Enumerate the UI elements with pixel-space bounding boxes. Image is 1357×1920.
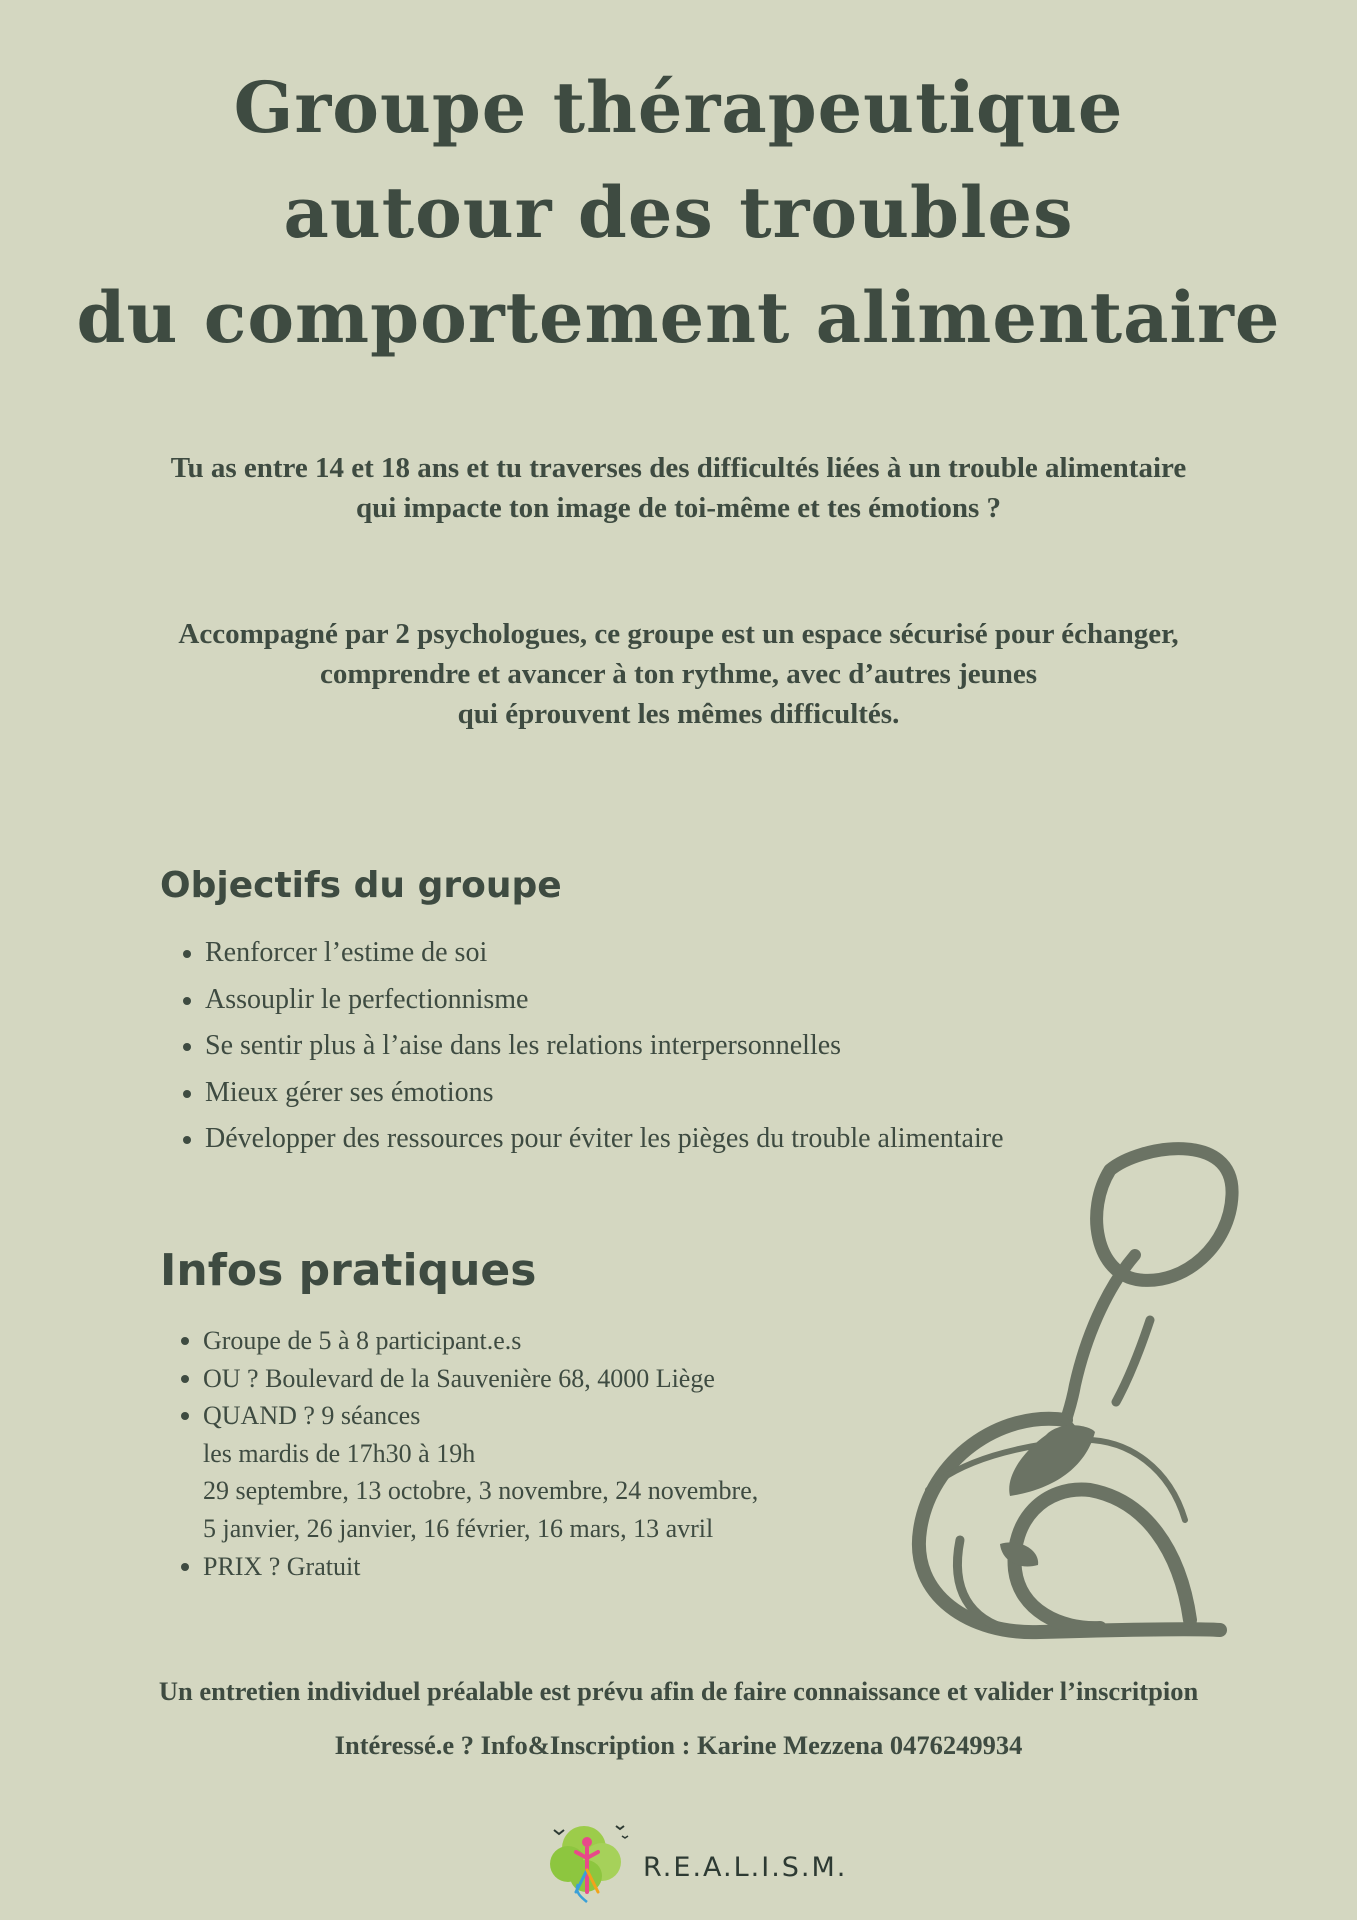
title-line-2: autour des troubles <box>283 171 1074 254</box>
infos-list <box>181 1322 758 1585</box>
info-prix: PRIX ? Gratuit <box>181 1548 758 1586</box>
tree-person-logo-icon <box>546 1818 638 1906</box>
page-title <box>0 55 1357 370</box>
contact-info: Intéressé.e ? Info&Inscription : Karine Mezzena 0476249934 <box>334 1730 1023 1760</box>
objectif-item: Assouplir le perfectionnisme <box>183 980 1004 1027</box>
objectif-item: Développer des ressources pour éviter les pièges du trouble alimentaire <box>183 1119 1004 1166</box>
info-quand-detail: 29 septembre, 13 octobre, 3 novembre, 24 novembre, <box>203 1476 759 1506</box>
intro-line: Tu as entre 14 et 18 ans et tu traverses des difficultés liées à un trouble alimentaire <box>170 452 1187 484</box>
objectif-item: Renforcer l’estime de soi <box>183 933 1004 980</box>
objectif-item: Se sentir plus à l’aise dans les relations interpersonnelles <box>183 1026 1004 1073</box>
infos-heading: Infos pratiques <box>160 1245 537 1296</box>
intro-paragraph-1 <box>0 448 1357 528</box>
info-quand-label: QUAND ? 9 séances <box>203 1401 421 1431</box>
intro-line: comprendre et avancer à ton rythme, avec d’autres jeunes <box>319 658 1038 690</box>
entretien-note: Un entretien individuel préalable est prévu afin de faire connaissance et valider l’inscritpion <box>158 1676 1199 1706</box>
title-line-1: Groupe thérapeutique <box>233 66 1124 149</box>
intro-line: qui impacte ton image de toi-même et tes émotions ? <box>355 492 1002 524</box>
objectif-item: Mieux gérer ses émotions <box>183 1073 1004 1120</box>
info-quand-detail: 5 janvier, 26 janvier, 16 février, 16 mars, 13 avril <box>203 1513 714 1543</box>
info-quand <box>181 1397 758 1547</box>
info-quand-detail: les mardis de 17h30 à 19h <box>203 1438 476 1468</box>
plant-illustration-icon <box>900 1140 1240 1660</box>
intro-paragraph-2 <box>0 614 1357 734</box>
intro-line: qui éprouvent les mêmes difficultés. <box>457 698 900 730</box>
objectifs-heading: Objectifs du groupe <box>160 865 562 906</box>
info-participants: Groupe de 5 à 8 participant.e.s <box>181 1322 758 1360</box>
info-ou: OU ? Boulevard de la Sauvenière 68, 4000 Liège <box>181 1360 758 1398</box>
title-line-3: du comportement alimentaire <box>76 276 1281 359</box>
intro-line: Accompagné par 2 psychologues, ce groupe est un espace sécurisé pour échanger, <box>178 618 1179 650</box>
logo-wordmark: R.E.A.L.I.S.M. <box>643 1852 848 1883</box>
objectifs-list <box>183 933 1004 1166</box>
